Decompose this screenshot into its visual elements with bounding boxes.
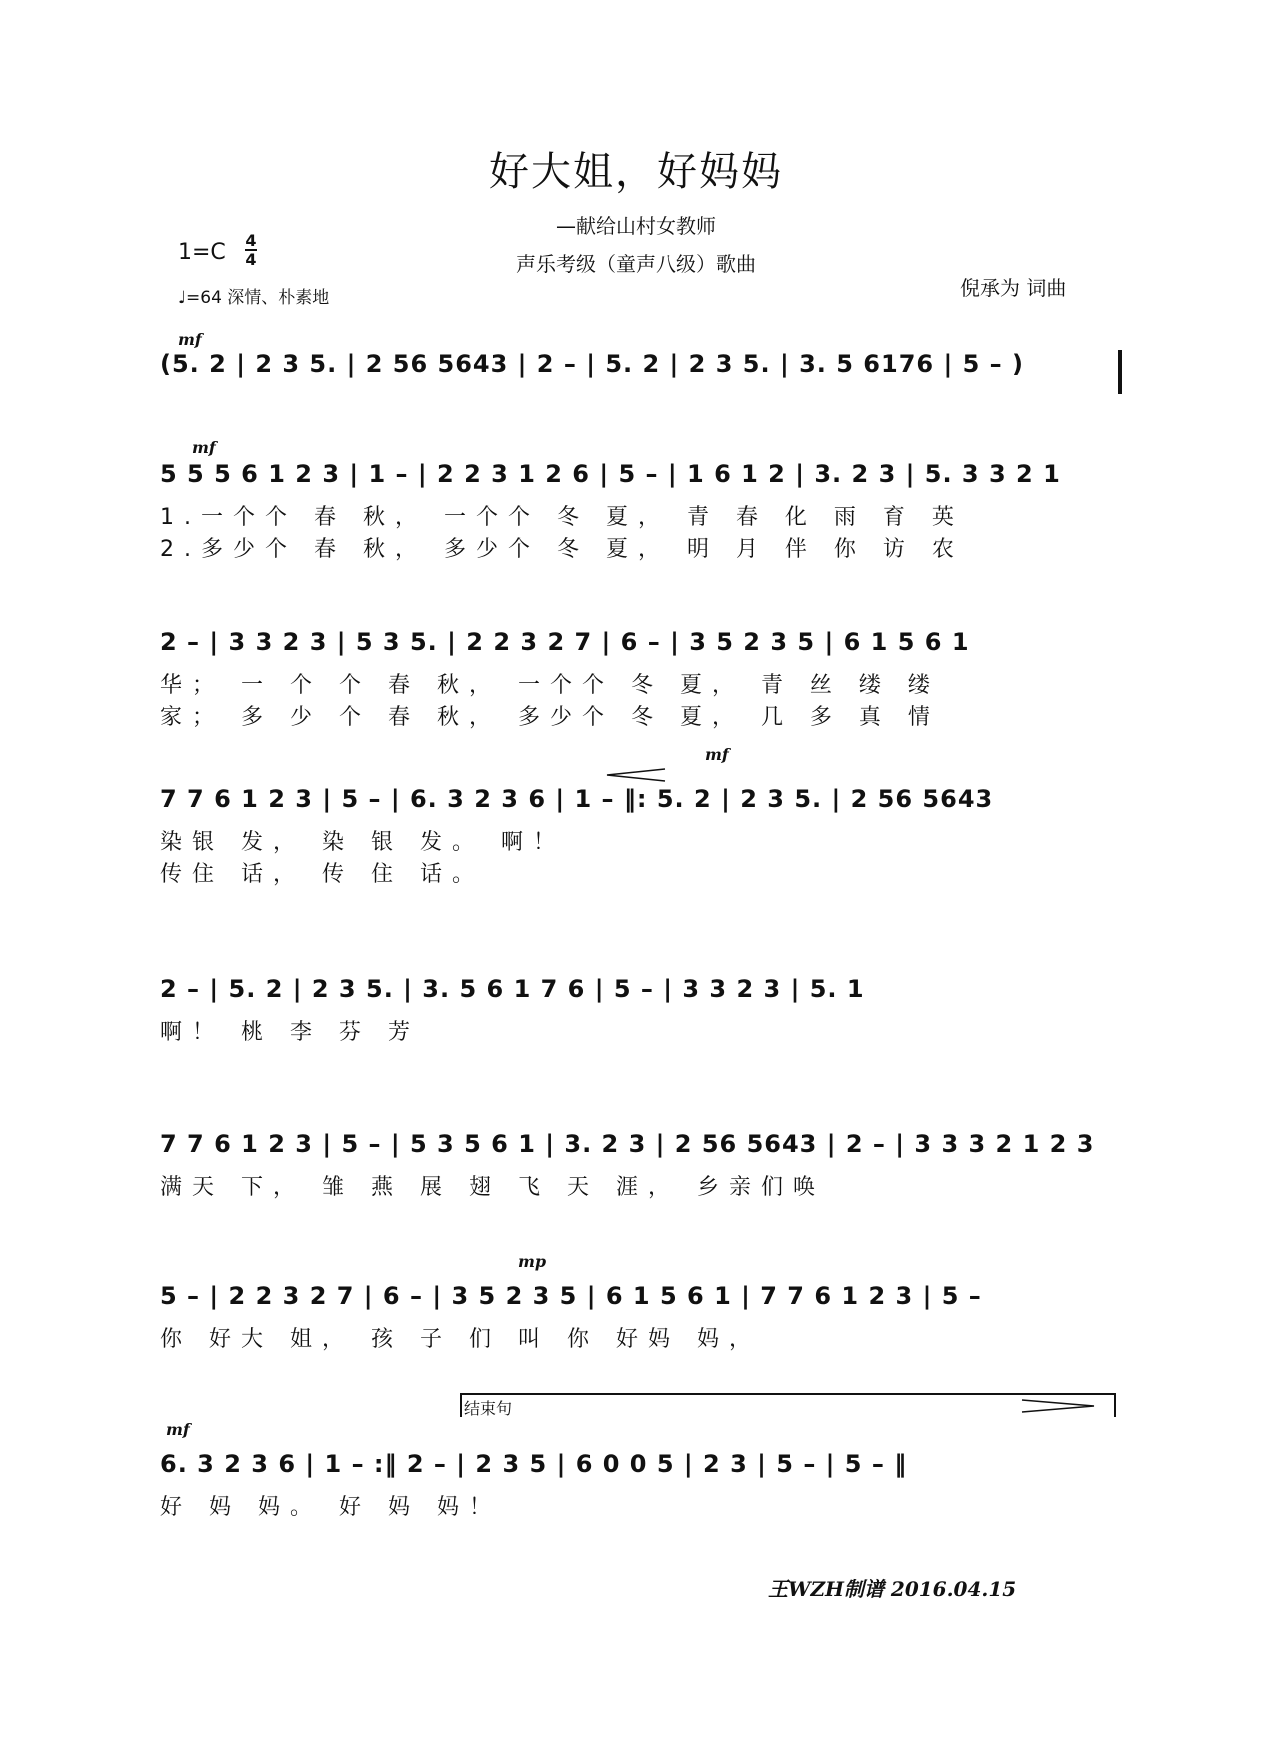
notation-line: 5 – | 2 2 3 2 7 | 6 – | 3 5 2 3 5 | 6 1 5 6 1 | 7 7 6 1 2 3 | 5 – [160, 1282, 982, 1310]
notation-line: 2 – | 5. 2 | 2 3 5. | 3. 5 6 1 7 6 | 5 – | 3 3 2 3 | 5. 1 [160, 975, 865, 1003]
lyrics-verse-1: 满天 下， 雏 燕 展 翅 飞 天 涯， 乡亲们唤 [160, 1175, 825, 1200]
notation-line: 6. 3 2 3 6 | 1 – :‖ 2 – | 2 3 5 | 6 0 0 5 | 2 3 | 5 – | 5 – ‖ [160, 1450, 908, 1478]
dynamic-marking: mf [192, 438, 216, 457]
ending-bracket [460, 1393, 1116, 1417]
author-credit: 倪承为 词曲 [960, 276, 1067, 300]
time-signature-bottom: 4 [245, 250, 257, 269]
notation-line: 7 7 6 1 2 3 | 5 – | 6. 3 2 3 6 | 1 – ‖: 5. 2 | 2 3 5. | 2 56 5643 [160, 785, 994, 813]
score-system-3 [160, 628, 1120, 732]
lyrics-verse-1: 好 妈 妈。 好 妈 妈！ [160, 1495, 501, 1520]
notation-line: 7 7 6 1 2 3 | 5 – | 5 3 5 6 1 | 3. 2 3 | 2 56 5643 | 2 – | 3 3 3 2 1 2 3 [160, 1130, 1095, 1158]
score-system-7 [160, 1252, 1120, 1354]
time-signature [245, 232, 257, 268]
lyrics-verse-1: 1.一个个 春 秋， 一个个 冬 夏， 青 春 化 雨 育 英 [160, 505, 964, 530]
tempo-marking: ♩=64 深情、朴素地 [178, 288, 330, 308]
score-system-4 [160, 745, 1120, 889]
score-system-5 [160, 975, 1120, 1047]
lyrics-verse-1: 染银 发， 染 银 发。 啊！ [160, 830, 565, 855]
lyrics-verse-1: 你 好大 姐， 孩 子 们 叫 你 好妈 妈， [160, 1327, 761, 1352]
dynamic-marking: mp [518, 1252, 547, 1271]
key-signature: 1=C [178, 240, 226, 265]
lyrics-verse-2: 2.多少个 春 秋， 多少个 冬 夏， 明 月 伴 你 访 农 [160, 537, 964, 562]
song-category: 声乐考级（童声八级）歌曲 [516, 252, 756, 276]
notation-line: 5 5 5 6 1 2 3 | 1 – | 2 2 3 1 2 6 | 5 – | 1 6 1 2 | 3. 2 3 | 5. 3 3 2 1 [160, 460, 1061, 488]
lyrics-verse-1: 华； 一 个 个 春 秋， 一个个 冬 夏， 青 丝 缕 缕 [160, 673, 940, 698]
transcriber-credit: 王WZH制谱 2016.04.15 [768, 1577, 1017, 1601]
dynamic-marking: mf [705, 745, 729, 764]
crescendo-hairpin [605, 767, 667, 783]
ending-label: 结束句 [464, 1399, 513, 1418]
score-system-8 [160, 1420, 1120, 1522]
song-title: 好大姐，好妈妈 [489, 149, 783, 195]
song-dedication: —献给山村女教师 [556, 214, 716, 238]
score-system-2 [160, 438, 1120, 564]
notation-line: (5. 2 | 2 3 5. | 2 56 5643 | 2 – | 5. 2 | 2 3 5. | 3. 5 6176 | 5 – ) [160, 350, 1024, 378]
dynamic-marking: mf [178, 330, 202, 349]
dynamic-marking: mf [166, 1420, 190, 1439]
score-system-1 [160, 330, 1120, 390]
decrescendo-hairpin [1020, 1398, 1096, 1414]
barline [1118, 350, 1122, 394]
lyrics-verse-2: 传住 话， 传 住 话。 [160, 862, 484, 887]
time-signature-top: 4 [245, 231, 257, 250]
score-system-6 [160, 1130, 1120, 1202]
lyrics-verse-2: 家； 多 少 个 春 秋， 多少个 冬 夏， 几 多 真 情 [160, 705, 940, 730]
notation-line: 2 – | 3 3 2 3 | 5 3 5. | 2 2 3 2 7 | 6 – | 3 5 2 3 5 | 6 1 5 6 1 [160, 628, 970, 656]
lyrics-verse-1: 啊！ 桃 李 芬 芳 [160, 1020, 420, 1045]
